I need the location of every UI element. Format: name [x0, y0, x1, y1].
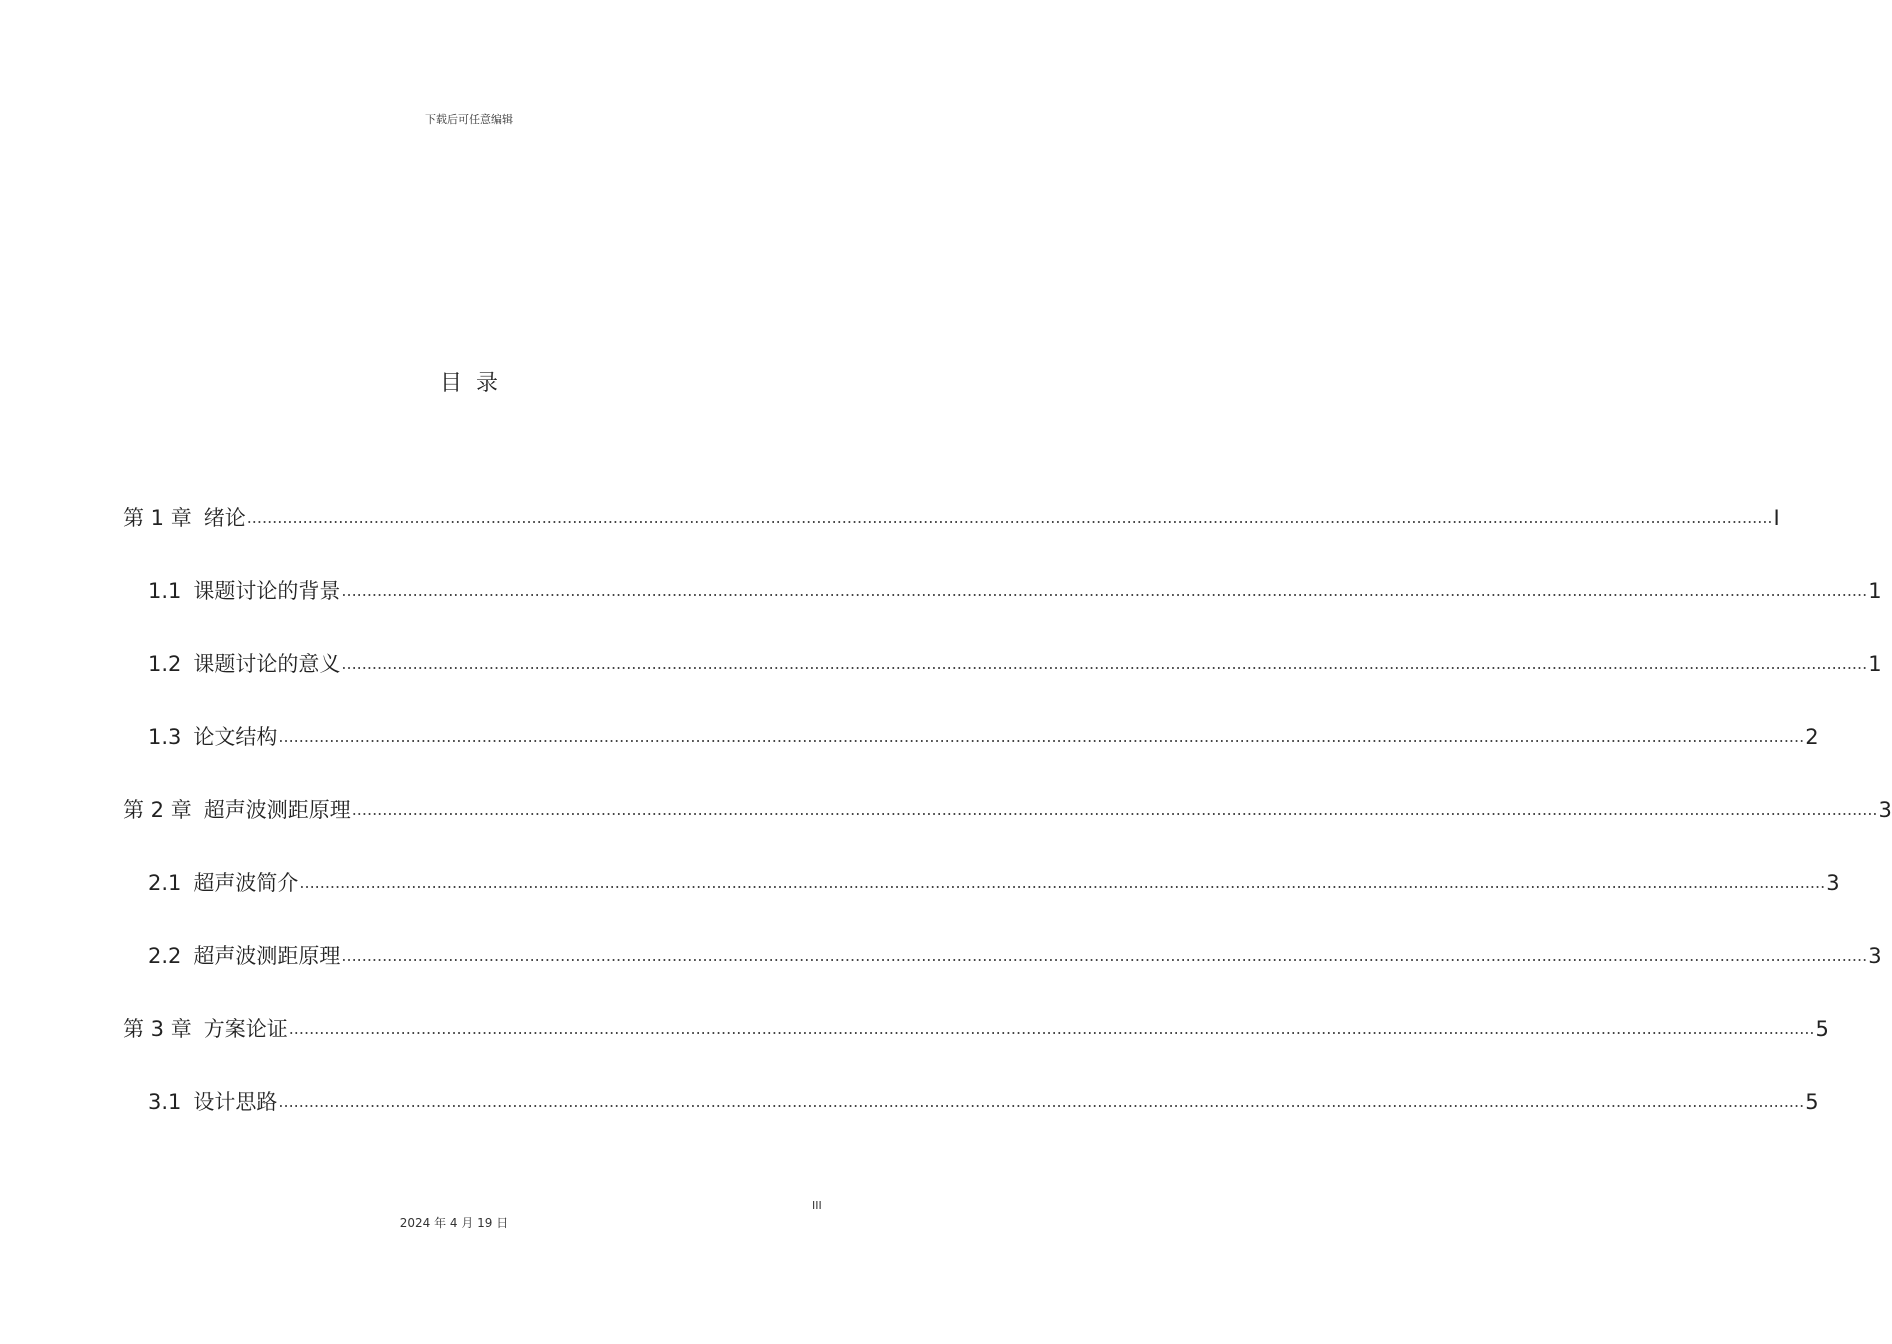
- toc-entry-page: 5: [1805, 1090, 1819, 1114]
- toc-title: 目录: [439, 371, 512, 396]
- toc-dot-leader: ............................................................................................................................................................................................................................................................................................................: [351, 800, 1878, 819]
- toc-entry-number: 第 1 章: [123, 506, 192, 530]
- toc-entry-number: 1.1: [148, 579, 182, 603]
- toc-entry-3-1[interactable]: [0, 1082, 1819, 1155]
- toc-entry-title: 课题讨论的背景: [193, 579, 341, 603]
- toc-entry-number: 3.1: [148, 1090, 182, 1114]
- toc-entry-page: 3: [1868, 944, 1882, 968]
- toc-entry-chapter-1[interactable]: [0, 498, 1780, 571]
- page-number: III: [812, 1199, 822, 1212]
- toc-dot-leader: ............................................................................................................................................................................................................................................................................................................: [341, 946, 1868, 965]
- toc-entry-2-1[interactable]: [0, 863, 1840, 936]
- toc-dot-leader: ............................................................................................................................................................................................................................................................................................................: [299, 873, 1826, 892]
- toc-entry-page: 1: [1868, 579, 1882, 603]
- page-header: 下载后可任意编辑: [425, 113, 513, 126]
- toc-entry-number: 1.3: [148, 725, 182, 749]
- toc-entry-number: 2.2: [148, 944, 182, 968]
- toc-entry-1-1[interactable]: [0, 571, 1882, 644]
- toc-entry-title: 绪论: [203, 506, 246, 530]
- toc-entry-chapter-2[interactable]: [0, 790, 1892, 863]
- toc-dot-leader: ............................................................................................................................................................................................................................................................................................................: [246, 508, 1773, 527]
- toc-dot-leader: ............................................................................................................................................................................................................................................................................................................: [278, 727, 1805, 746]
- toc-entry-title: 超声波简介: [193, 871, 299, 895]
- toc-entry-page: I: [1773, 506, 1780, 530]
- toc-entry-title: 课题讨论的意义: [193, 652, 341, 676]
- toc-entry-title: 超声波测距原理: [193, 944, 341, 968]
- toc-dot-leader: ............................................................................................................................................................................................................................................................................................................: [288, 1019, 1815, 1038]
- toc-entry-chapter-3[interactable]: [0, 1009, 1829, 1082]
- toc-entry-page: 3: [1878, 798, 1892, 822]
- toc-entry-title: 设计思路: [193, 1090, 278, 1114]
- toc-entry-page: 1: [1868, 652, 1882, 676]
- footer-date: 2024 年 4 月 19 日: [399, 1216, 509, 1230]
- toc-entry-1-3[interactable]: [0, 717, 1819, 790]
- toc-entry-number: 2.1: [148, 871, 182, 895]
- toc-entry-title: 方案论证: [203, 1017, 288, 1041]
- toc-dot-leader: ............................................................................................................................................................................................................................................................................................................: [341, 654, 1868, 673]
- toc-entry-title: 超声波测距原理: [203, 798, 351, 822]
- toc-entry-number: 第 2 章: [123, 798, 192, 822]
- toc-entry-2-2[interactable]: [0, 936, 1882, 1009]
- toc-entry-number: 第 3 章: [123, 1017, 192, 1041]
- toc-entry-page: 3: [1826, 871, 1840, 895]
- toc-entry-title: 论文结构: [193, 725, 278, 749]
- toc-entry-page: 5: [1815, 1017, 1829, 1041]
- toc-list: [0, 498, 1892, 1155]
- toc-entry-page: 2: [1805, 725, 1819, 749]
- toc-dot-leader: ............................................................................................................................................................................................................................................................................................................: [278, 1092, 1805, 1111]
- toc-entry-number: 1.2: [148, 652, 182, 676]
- toc-dot-leader: ............................................................................................................................................................................................................................................................................................................: [341, 581, 1868, 600]
- toc-entry-1-2[interactable]: [0, 644, 1882, 717]
